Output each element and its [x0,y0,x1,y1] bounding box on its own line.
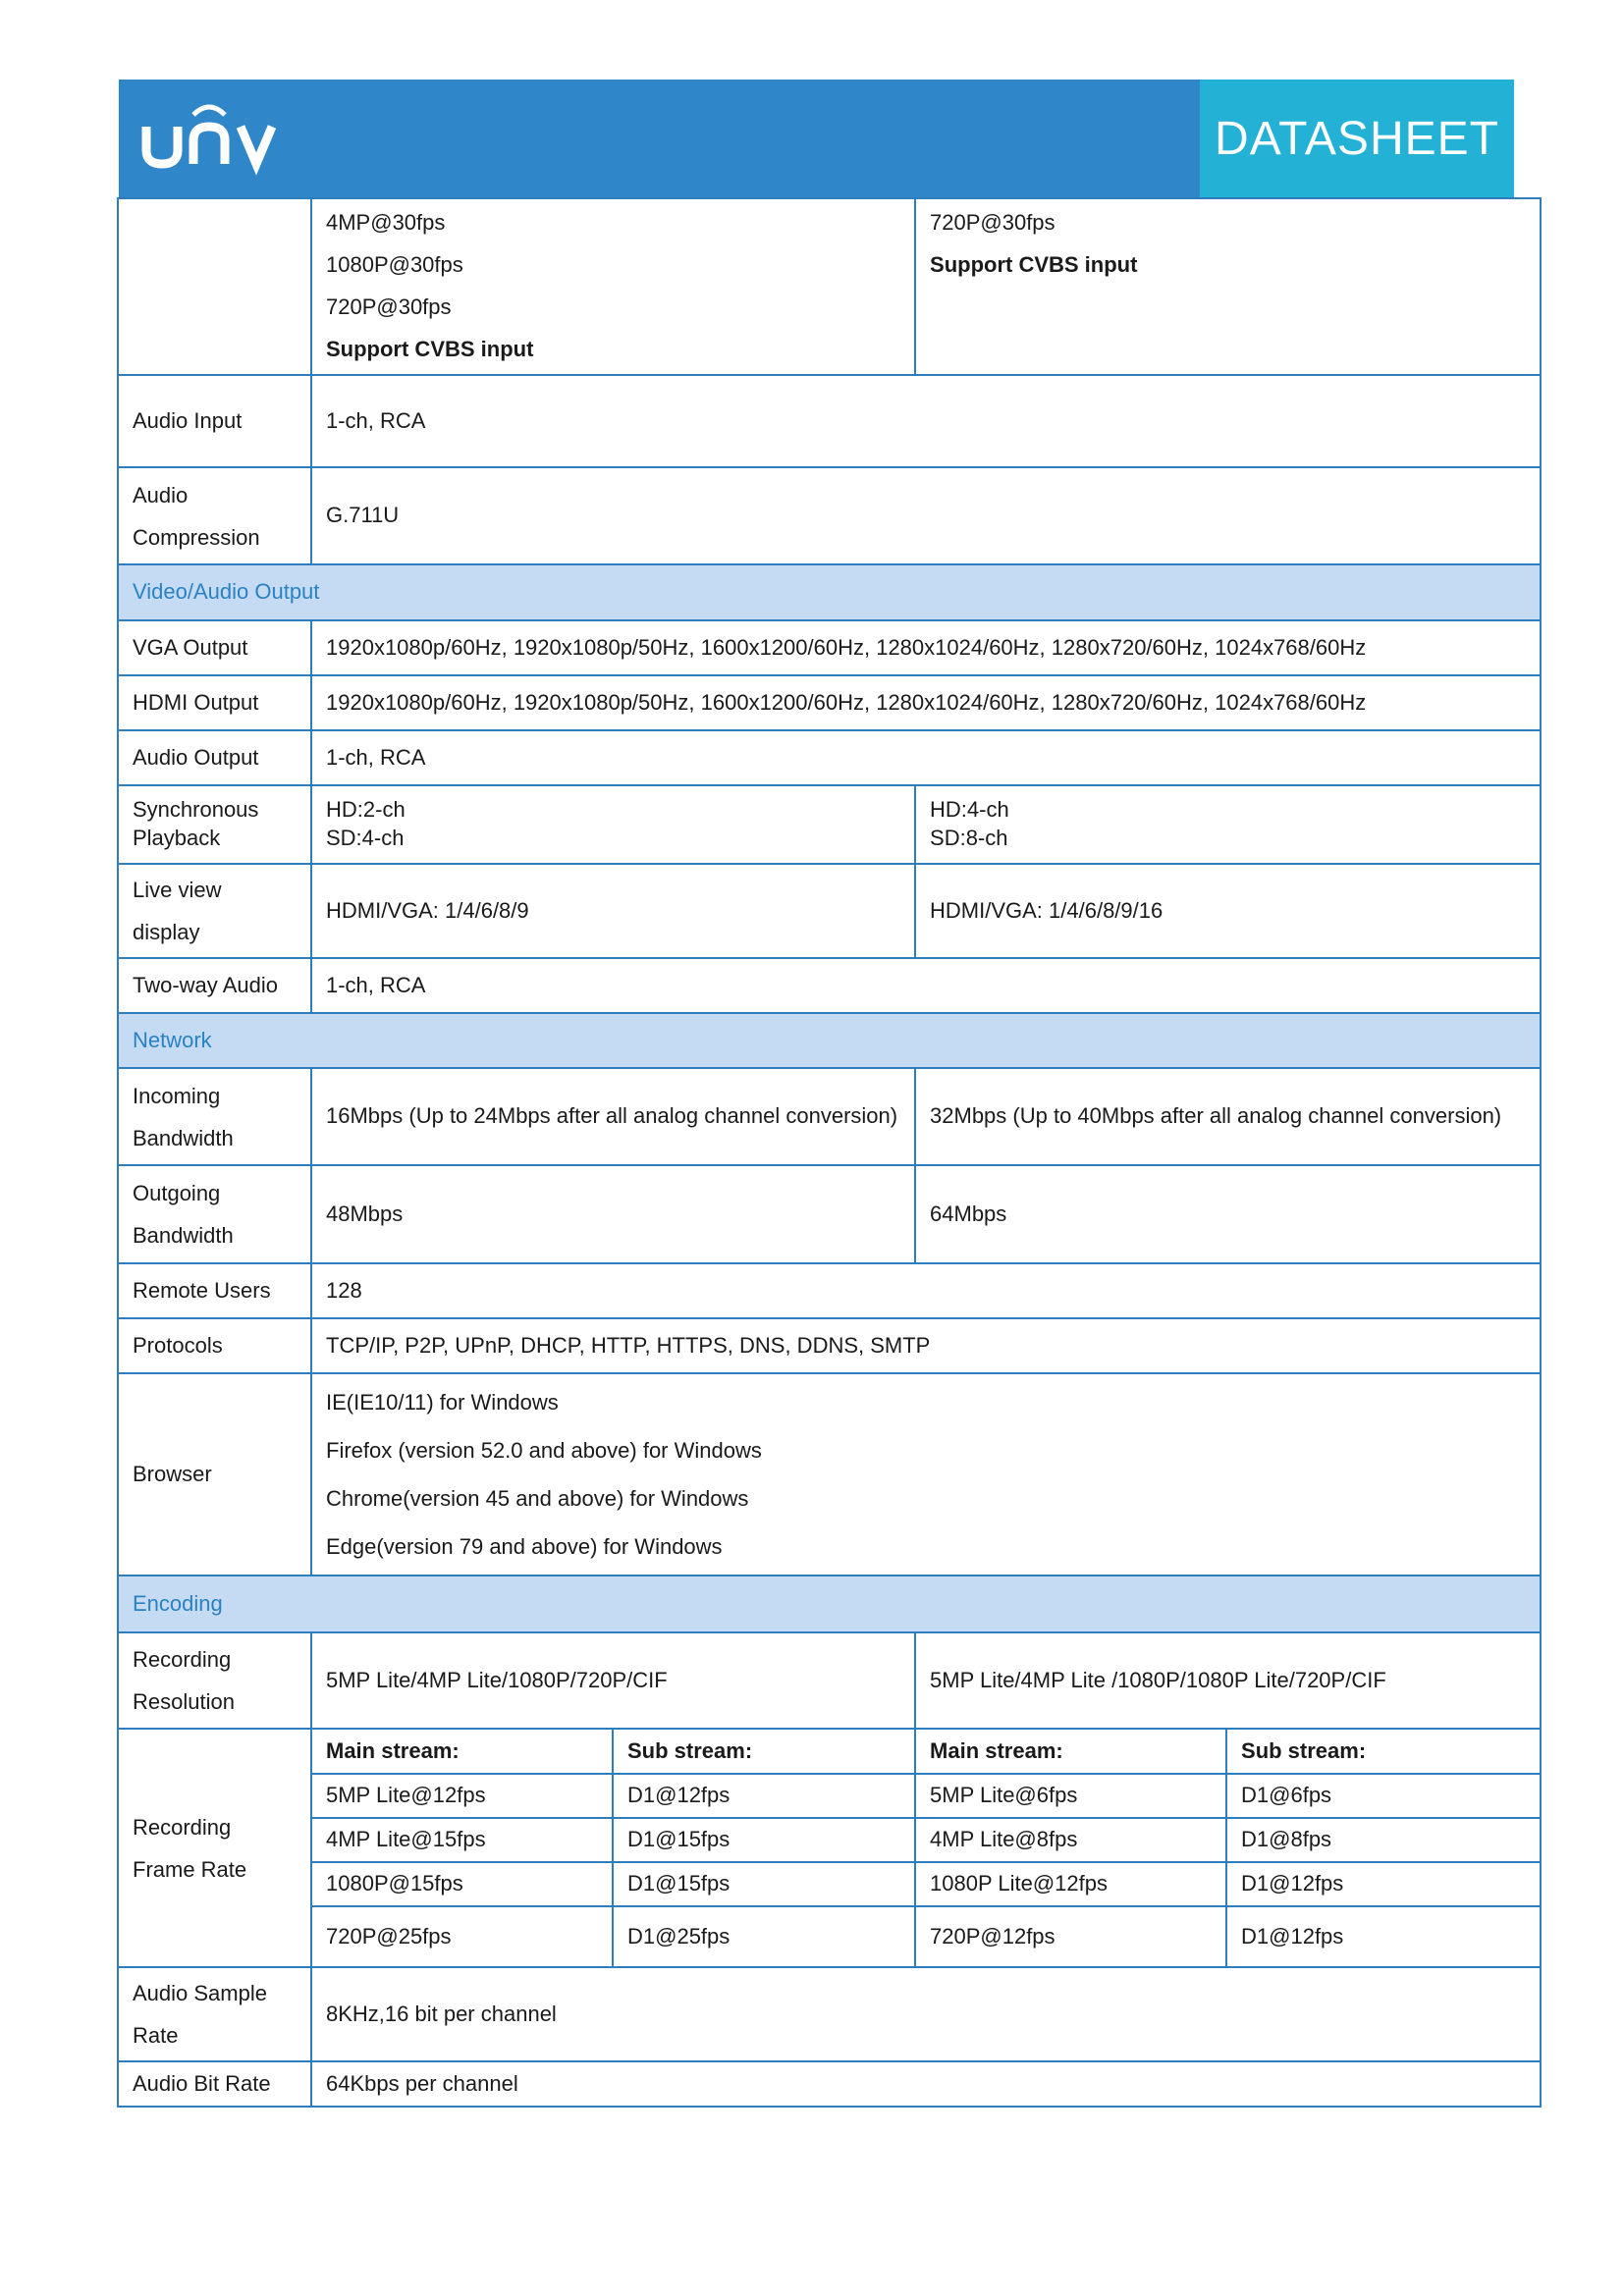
audio-input-row [118,375,1541,467]
sub-stream-header: Sub stream: [1226,1729,1541,1774]
outgoing-bandwidth-row [118,1165,1541,1263]
section-title: Video/Audio Output [118,564,1541,620]
audio-output-label: Audio Output [118,730,311,785]
playback-value: SD:4-ch [326,826,405,850]
section-encoding [118,1575,1541,1632]
live-view-left: HDMI/VGA: 1/4/6/8/9 [311,864,915,958]
label-line: Bandwidth [133,1125,234,1150]
frame-rate-cell: D1@6fps [1226,1774,1541,1818]
incoming-bandwidth-row [118,1068,1541,1165]
frame-rate-cell: 1080P@15fps [311,1862,613,1906]
audio-bit-rate-label: Audio Bit Rate [118,2061,311,2107]
label-line: Compression [133,524,260,550]
main-stream-header: Main stream: [311,1729,613,1774]
audio-sample-rate-label [118,1967,311,2061]
label-line: Audio Sample [133,1981,267,2005]
section-title: Encoding [118,1575,1541,1632]
playback-value: HD:2-ch [326,797,406,823]
audio-bit-rate-row [118,2061,1541,2107]
browser-item: Firefox (version 52.0 and above) for Windows [326,1438,762,1463]
video-input-value: 720P@30fps [930,210,1056,235]
audio-input-value: 1-ch, RCA [311,375,1541,467]
sub-stream-header: Sub stream: [613,1729,915,1774]
incoming-bandwidth-label [118,1068,311,1165]
label-line: Incoming [133,1083,221,1108]
label-line: Frame Rate [133,1856,247,1882]
label-line: Recording [133,1647,232,1672]
frame-rate-cell: 4MP Lite@15fps [311,1818,613,1862]
label-line: Resolution [133,1689,235,1714]
audio-compression-label [118,467,311,564]
frame-rate-cell: D1@25fps [613,1906,915,1967]
browser-item: Edge(version 79 and above) for Windows [326,1534,723,1559]
frame-rate-cell: D1@12fps [1226,1862,1541,1906]
frame-rate-row [118,1906,1541,1967]
playback-value: HD:4-ch [930,797,1009,823]
video-input-label [118,198,311,375]
label-line: Live view [133,878,222,902]
hdmi-output-label: HDMI Output [118,675,311,730]
datasheet-header [119,80,1514,198]
audio-input-label: Audio Input [118,375,311,467]
two-way-audio-label: Two-way Audio [118,958,311,1013]
audio-output-row [118,730,1541,785]
recording-resolution-left: 5MP Lite/4MP Lite/1080P/720P/CIF [311,1632,915,1729]
vga-output-label: VGA Output [118,620,311,675]
recording-resolution-label [118,1632,311,1729]
audio-sample-rate-value: 8KHz,16 bit per channel [311,1967,1541,2061]
audio-sample-rate-row [118,1967,1541,2061]
frame-rate-cell: 720P@25fps [311,1906,613,1967]
live-view-label [118,864,311,958]
spec-table [117,197,1542,2108]
browser-list [311,1373,1541,1575]
video-input-value: 4MP@30fps [326,210,446,235]
sync-playback-label [118,785,311,864]
frame-rate-cell: D1@12fps [613,1774,915,1818]
sync-playback-row [118,785,1541,864]
live-view-row [118,864,1541,958]
cvbs-note: Support CVBS input [930,252,1138,277]
label-line: Outgoing [133,1181,221,1205]
section-network [118,1013,1541,1068]
browser-item: Chrome(version 45 and above) for Windows [326,1486,749,1511]
audio-compression-value: G.711U [311,467,1541,564]
section-video-audio-output [118,564,1541,620]
video-input-row [118,198,1541,375]
video-input-right [915,198,1541,375]
vga-output-value: 1920x1080p/60Hz, 1920x1080p/50Hz, 1600x1200/60Hz, 1280x1024/60Hz, 1280x720/60Hz, 1024x768/60Hz [311,620,1541,675]
audio-compression-row [118,467,1541,564]
browser-label: Browser [118,1373,311,1575]
remote-users-value: 128 [311,1263,1541,1318]
recording-resolution-row [118,1632,1541,1729]
frame-rate-cell: D1@8fps [1226,1818,1541,1862]
label-line: Audio [133,482,189,507]
audio-bit-rate-value: 64Kbps per channel [311,2061,1541,2107]
sync-playback-right [915,785,1541,864]
frame-rate-row [118,1818,1541,1862]
frame-rate-cell: 5MP Lite@12fps [311,1774,613,1818]
label-line: display [133,920,200,944]
outgoing-bandwidth-left: 48Mbps [311,1165,915,1263]
label-line: Synchronous [133,797,259,823]
frame-rate-row [118,1774,1541,1818]
cvbs-note: Support CVBS input [326,337,534,361]
section-title: Network [118,1013,1541,1068]
protocols-row [118,1318,1541,1373]
label-line: Recording [133,1814,232,1840]
video-input-left [311,198,915,375]
remote-users-row [118,1263,1541,1318]
recording-resolution-right: 5MP Lite/4MP Lite /1080P/1080P Lite/720P/CIF [915,1632,1541,1729]
vga-output-row [118,620,1541,675]
frame-rate-cell: 4MP Lite@8fps [915,1818,1226,1862]
main-stream-header: Main stream: [915,1729,1226,1774]
two-way-audio-value: 1-ch, RCA [311,958,1541,1013]
outgoing-bandwidth-label [118,1165,311,1263]
browser-item: IE(IE10/11) for Windows [326,1390,559,1415]
frame-rate-cell: D1@12fps [1226,1906,1541,1967]
frame-rate-row [118,1862,1541,1906]
recording-frame-rate-label [118,1729,311,1967]
playback-value: SD:8-ch [930,826,1008,850]
hdmi-output-value: 1920x1080p/60Hz, 1920x1080p/50Hz, 1600x1200/60Hz, 1280x1024/60Hz, 1280x720/60Hz, 1024x768/60Hz [311,675,1541,730]
audio-output-value: 1-ch, RCA [311,730,1541,785]
frame-rate-cell: 1080P Lite@12fps [915,1862,1226,1906]
frame-rate-cell: 720P@12fps [915,1906,1226,1967]
label-line: Playback [133,826,221,850]
protocols-label: Protocols [118,1318,311,1373]
datasheet-title: DATASHEET [1200,80,1514,198]
browser-row [118,1373,1541,1575]
live-view-right: HDMI/VGA: 1/4/6/8/9/16 [915,864,1541,958]
hdmi-output-row [118,675,1541,730]
outgoing-bandwidth-right: 64Mbps [915,1165,1541,1263]
video-input-value: 720P@30fps [326,294,452,319]
protocols-value: TCP/IP, P2P, UPnP, DHCP, HTTP, HTTPS, DNS, DDNS, SMTP [311,1318,1541,1373]
label-line: Bandwidth [133,1223,234,1248]
frame-rate-cell: D1@15fps [613,1818,915,1862]
incoming-bandwidth-right: 32Mbps (Up to 40Mbps after all analog channel conversion) [915,1068,1541,1165]
remote-users-label: Remote Users [118,1263,311,1318]
unv-logo [138,89,296,187]
frame-rate-cell: 5MP Lite@6fps [915,1774,1226,1818]
frame-rate-header-row [118,1729,1541,1774]
sync-playback-left [311,785,915,864]
label-line: Rate [133,2023,179,2048]
incoming-bandwidth-left: 16Mbps (Up to 24Mbps after all analog channel conversion) [311,1068,915,1165]
video-input-value: 1080P@30fps [326,252,463,277]
frame-rate-cell: D1@15fps [613,1862,915,1906]
two-way-audio-row [118,958,1541,1013]
